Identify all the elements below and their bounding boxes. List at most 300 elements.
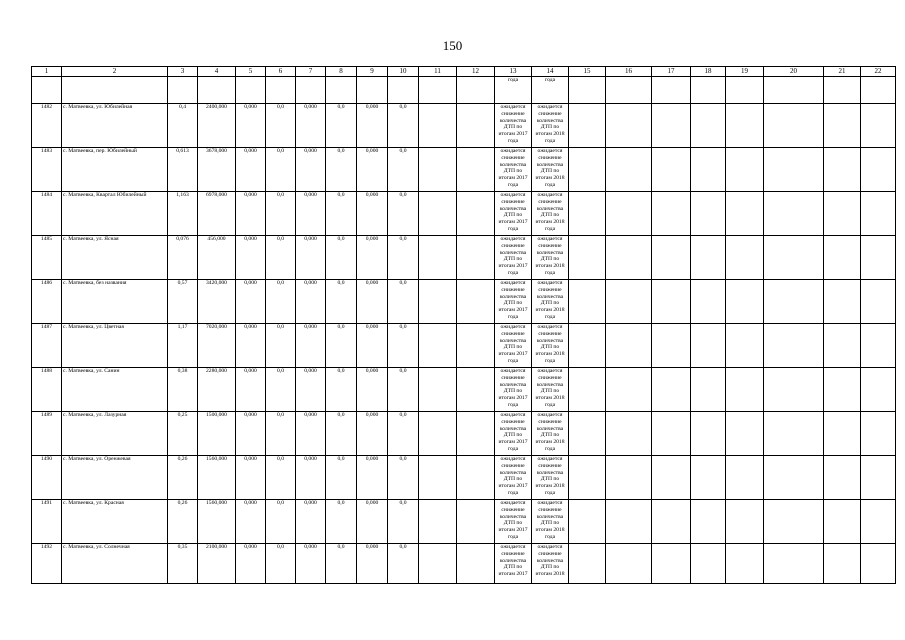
empty-cell	[652, 368, 691, 412]
value-cell: 0,0	[326, 544, 357, 584]
road-cost: 6978,000	[198, 192, 236, 236]
empty-cell	[569, 77, 606, 104]
empty-cell	[691, 456, 726, 500]
expected-result-2017: ожидается снижение количества ДТП по итогам 2017 года	[495, 456, 532, 500]
empty-cell	[726, 192, 764, 236]
value-cell: 0,0	[388, 236, 419, 280]
empty-cell	[824, 280, 861, 324]
expected-result-2018: ожидается снижение количества ДТП по итогам 2018 года	[532, 148, 569, 192]
road-address: с. Матвеевка, ул. Лазурная	[62, 412, 168, 456]
empty-cell	[457, 412, 495, 456]
value-cell: 0,0	[326, 104, 357, 148]
value-cell: 0,0	[266, 500, 296, 544]
column-number: 18	[691, 67, 726, 77]
table-row	[32, 412, 896, 456]
empty-cell	[419, 192, 457, 236]
empty-cell	[764, 368, 824, 412]
road-address: с. Матвеевка, ул. Санин	[62, 368, 168, 412]
empty-cell	[236, 77, 266, 104]
expected-result-2018: ожидается снижение количества ДТП по итогам 2018 года	[532, 280, 569, 324]
road-length: 0,076	[168, 236, 198, 280]
empty-cell	[652, 412, 691, 456]
road-length: 0,26	[168, 500, 198, 544]
empty-cell	[326, 77, 357, 104]
data-table	[31, 66, 896, 584]
expected-result-2018: ожидается снижение количества ДТП по итогам 2018 года	[532, 236, 569, 280]
value-cell: 0,0	[266, 412, 296, 456]
column-number: 2	[62, 67, 168, 77]
empty-cell	[861, 456, 896, 500]
expected-result-2017: ожидается снижение количества ДТП по итогам 2017 года	[495, 148, 532, 192]
empty-cell	[606, 412, 652, 456]
column-number: 3	[168, 67, 198, 77]
empty-cell	[861, 544, 896, 584]
empty-cell	[457, 104, 495, 148]
value-cell: 0,000	[236, 324, 266, 368]
value-cell: 0,000	[236, 192, 266, 236]
empty-cell	[824, 412, 861, 456]
empty-cell	[457, 456, 495, 500]
empty-cell	[726, 280, 764, 324]
road-length: 0,26	[168, 456, 198, 500]
column-number: 5	[236, 67, 266, 77]
value-cell: 0,000	[357, 412, 388, 456]
expected-result-2017: ожидается снижение количества ДТП по итогам 2017 года	[495, 500, 532, 544]
empty-cell	[824, 324, 861, 368]
empty-cell	[457, 280, 495, 324]
empty-cell	[569, 148, 606, 192]
column-number: 15	[569, 67, 606, 77]
value-cell: 0,000	[296, 544, 326, 584]
road-address: с. Матвеевка, ул. Солнечная	[62, 544, 168, 584]
empty-cell	[691, 104, 726, 148]
empty-cell	[824, 148, 861, 192]
value-cell: 0,000	[357, 192, 388, 236]
road-cost: 1500,000	[198, 412, 236, 456]
empty-cell	[198, 77, 236, 104]
empty-cell	[861, 148, 896, 192]
empty-cell	[861, 77, 896, 104]
continuation-note: года	[532, 77, 569, 104]
empty-cell	[457, 324, 495, 368]
empty-cell	[569, 368, 606, 412]
empty-cell	[726, 148, 764, 192]
expected-result-2017: ожидается снижение количества ДТП по итогам 2017 года	[495, 236, 532, 280]
empty-cell	[606, 236, 652, 280]
empty-cell	[606, 192, 652, 236]
value-cell: 0,000	[357, 500, 388, 544]
empty-cell	[457, 368, 495, 412]
row-id: 1490	[32, 456, 62, 500]
empty-cell	[861, 192, 896, 236]
empty-cell	[824, 236, 861, 280]
row-id: 1488	[32, 368, 62, 412]
value-cell: 0,0	[266, 236, 296, 280]
value-cell: 0,0	[266, 104, 296, 148]
value-cell: 0,000	[296, 368, 326, 412]
empty-cell	[606, 77, 652, 104]
empty-cell	[457, 148, 495, 192]
value-cell: 0,0	[266, 456, 296, 500]
road-length: 0,38	[168, 368, 198, 412]
road-length: 1,163	[168, 192, 198, 236]
empty-cell	[824, 77, 861, 104]
expected-result-2018: ожидается снижение количества ДТП по итогам 2018 года	[532, 192, 569, 236]
empty-cell	[691, 324, 726, 368]
empty-cell	[764, 544, 824, 584]
expected-result-2018: ожидается снижение количества ДТП по итогам 2018 года	[532, 324, 569, 368]
empty-cell	[419, 500, 457, 544]
column-number: 17	[652, 67, 691, 77]
value-cell: 0,000	[296, 104, 326, 148]
road-cost: 2400,000	[198, 104, 236, 148]
expected-result-2018: ожидается снижение количества ДТП по итогам 2018 года	[532, 368, 569, 412]
value-cell: 0,0	[266, 324, 296, 368]
empty-cell	[652, 236, 691, 280]
value-cell: 0,000	[236, 104, 266, 148]
column-number: 13	[495, 67, 532, 77]
road-address: с. Матвеевка, ул. Юбилейная	[62, 104, 168, 148]
column-number: 10	[388, 67, 419, 77]
row-id: 1491	[32, 500, 62, 544]
empty-cell	[606, 544, 652, 584]
empty-cell	[764, 412, 824, 456]
row-id: 1483	[32, 148, 62, 192]
empty-cell	[457, 192, 495, 236]
table-row	[32, 324, 896, 368]
empty-cell	[652, 104, 691, 148]
expected-result-2018: ожидается снижение количества ДТП по итогам 2018 года	[532, 456, 569, 500]
row-id: 1485	[32, 236, 62, 280]
empty-cell	[691, 368, 726, 412]
value-cell: 0,000	[296, 192, 326, 236]
value-cell: 0,0	[326, 500, 357, 544]
road-cost: 1560,000	[198, 500, 236, 544]
road-cost: 3420,000	[198, 280, 236, 324]
road-length: 0,613	[168, 148, 198, 192]
empty-cell	[652, 324, 691, 368]
empty-cell	[569, 456, 606, 500]
empty-cell	[764, 324, 824, 368]
empty-cell	[691, 192, 726, 236]
empty-cell	[764, 77, 824, 104]
empty-cell	[764, 500, 824, 544]
road-length: 0,25	[168, 412, 198, 456]
column-number: 14	[532, 67, 569, 77]
column-number: 9	[357, 67, 388, 77]
empty-cell	[296, 77, 326, 104]
road-length: 0,57	[168, 280, 198, 324]
empty-cell	[606, 368, 652, 412]
empty-cell	[691, 77, 726, 104]
column-number: 11	[419, 67, 457, 77]
empty-cell	[861, 500, 896, 544]
column-number: 12	[457, 67, 495, 77]
empty-cell	[824, 456, 861, 500]
empty-cell	[824, 192, 861, 236]
road-address: с. Матвеевка, пер. Юбилейный	[62, 148, 168, 192]
row-id: 1489	[32, 412, 62, 456]
empty-cell	[419, 368, 457, 412]
page-number: 150	[442, 38, 463, 53]
value-cell: 0,0	[326, 192, 357, 236]
value-cell: 0,000	[296, 456, 326, 500]
row-id: 1482	[32, 104, 62, 148]
empty-cell	[764, 236, 824, 280]
value-cell: 0,000	[236, 456, 266, 500]
empty-cell	[569, 412, 606, 456]
expected-result-2018: ожидается снижение количества ДТП по итогам 2018 года	[532, 104, 569, 148]
value-cell: 0,0	[266, 280, 296, 324]
value-cell: 0,000	[296, 500, 326, 544]
road-cost: 3678,000	[198, 148, 236, 192]
empty-cell	[764, 104, 824, 148]
empty-cell	[457, 544, 495, 584]
empty-cell	[824, 104, 861, 148]
table-row	[32, 192, 896, 236]
empty-cell	[652, 500, 691, 544]
table-row	[32, 500, 896, 544]
value-cell: 0,000	[357, 280, 388, 324]
table-row	[32, 104, 896, 148]
road-cost: 456,000	[198, 236, 236, 280]
empty-cell	[569, 544, 606, 584]
empty-cell	[419, 544, 457, 584]
empty-cell	[569, 500, 606, 544]
value-cell: 0,0	[326, 368, 357, 412]
column-number: 16	[606, 67, 652, 77]
empty-cell	[824, 544, 861, 584]
empty-cell	[824, 368, 861, 412]
empty-cell	[168, 77, 198, 104]
column-number: 4	[198, 67, 236, 77]
empty-cell	[726, 412, 764, 456]
road-length: 0,35	[168, 544, 198, 584]
road-length: 0,4	[168, 104, 198, 148]
column-number: 20	[764, 67, 824, 77]
value-cell: 0,0	[388, 456, 419, 500]
expected-result-2017: ожидается снижение количества ДТП по итогам 2017 года	[495, 192, 532, 236]
empty-cell	[652, 456, 691, 500]
empty-cell	[419, 456, 457, 500]
value-cell: 0,000	[357, 368, 388, 412]
expected-result-2017: ожидается снижение количества ДТП по итогам 2017 года	[495, 368, 532, 412]
empty-cell	[652, 77, 691, 104]
expected-result-2017: ожидается снижение количества ДТП по итогам 2017 года	[495, 280, 532, 324]
value-cell: 0,000	[357, 456, 388, 500]
value-cell: 0,000	[357, 148, 388, 192]
value-cell: 0,000	[357, 324, 388, 368]
empty-cell	[652, 148, 691, 192]
empty-cell	[569, 104, 606, 148]
empty-cell	[726, 368, 764, 412]
road-address: с. Матвеевка, ул. Оренжевая	[62, 456, 168, 500]
empty-cell	[861, 412, 896, 456]
value-cell: 0,0	[388, 500, 419, 544]
empty-cell	[691, 500, 726, 544]
value-cell: 0,0	[388, 544, 419, 584]
empty-cell	[726, 324, 764, 368]
value-cell: 0,000	[357, 104, 388, 148]
empty-cell	[62, 77, 168, 104]
empty-cell	[606, 456, 652, 500]
value-cell: 0,0	[326, 456, 357, 500]
value-cell: 0,0	[326, 148, 357, 192]
empty-cell	[388, 77, 419, 104]
empty-cell	[606, 280, 652, 324]
empty-cell	[652, 544, 691, 584]
value-cell: 0,0	[326, 324, 357, 368]
empty-cell	[824, 500, 861, 544]
empty-cell	[726, 104, 764, 148]
empty-cell	[861, 324, 896, 368]
road-cost: 1560,000	[198, 456, 236, 500]
empty-cell	[861, 236, 896, 280]
empty-cell	[606, 324, 652, 368]
empty-cell	[419, 236, 457, 280]
empty-cell	[606, 500, 652, 544]
empty-cell	[419, 280, 457, 324]
table-row	[32, 148, 896, 192]
empty-cell	[419, 77, 457, 104]
row-id: 1492	[32, 544, 62, 584]
empty-cell	[569, 236, 606, 280]
column-number: 7	[296, 67, 326, 77]
value-cell: 0,000	[296, 412, 326, 456]
road-address: с. Матвеевка, ул. Ясная	[62, 236, 168, 280]
value-cell: 0,000	[236, 280, 266, 324]
expected-result-2017: ожидается снижение количества ДТП по итогам 2017 года	[495, 324, 532, 368]
value-cell: 0,000	[236, 236, 266, 280]
expected-result-2018: ожидается снижение количества ДТП по итогам 2018	[532, 544, 569, 584]
empty-cell	[691, 412, 726, 456]
expected-result-2017: ожидается снижение количества ДТП по итогам 2017 года	[495, 104, 532, 148]
continuation-row	[32, 77, 896, 104]
value-cell: 0,0	[266, 544, 296, 584]
empty-cell	[569, 324, 606, 368]
empty-cell	[691, 280, 726, 324]
column-number: 6	[266, 67, 296, 77]
empty-cell	[606, 148, 652, 192]
road-cost: 2280,000	[198, 368, 236, 412]
empty-cell	[606, 104, 652, 148]
empty-cell	[861, 104, 896, 148]
empty-cell	[357, 77, 388, 104]
value-cell: 0,0	[326, 412, 357, 456]
empty-cell	[691, 544, 726, 584]
value-cell: 0,000	[236, 412, 266, 456]
empty-cell	[726, 500, 764, 544]
value-cell: 0,0	[388, 148, 419, 192]
empty-cell	[691, 148, 726, 192]
value-cell: 0,0	[326, 280, 357, 324]
empty-cell	[726, 77, 764, 104]
empty-cell	[764, 192, 824, 236]
empty-cell	[419, 412, 457, 456]
empty-cell	[569, 192, 606, 236]
row-id: 1487	[32, 324, 62, 368]
value-cell: 0,000	[296, 148, 326, 192]
column-number: 22	[861, 67, 896, 77]
road-cost: 7020,000	[198, 324, 236, 368]
empty-cell	[457, 77, 495, 104]
row-id: 1486	[32, 280, 62, 324]
empty-cell	[32, 77, 62, 104]
empty-cell	[726, 456, 764, 500]
empty-cell	[266, 77, 296, 104]
column-number: 8	[326, 67, 357, 77]
empty-cell	[457, 236, 495, 280]
value-cell: 0,0	[388, 324, 419, 368]
table-row	[32, 368, 896, 412]
empty-cell	[764, 456, 824, 500]
value-cell: 0,000	[236, 148, 266, 192]
empty-cell	[652, 280, 691, 324]
expected-result-2017: ожидается снижение количества ДТП по итогам 2017 года	[495, 412, 532, 456]
empty-cell	[764, 280, 824, 324]
road-address: с. Матвеевка, Квартал Юбилейный	[62, 192, 168, 236]
table-row	[32, 236, 896, 280]
road-address: с. Матвеевка, без названия	[62, 280, 168, 324]
empty-cell	[457, 500, 495, 544]
empty-cell	[764, 148, 824, 192]
empty-cell	[861, 280, 896, 324]
continuation-note: года	[495, 77, 532, 104]
value-cell: 0,0	[266, 192, 296, 236]
empty-cell	[726, 236, 764, 280]
table-row	[32, 280, 896, 324]
road-address: с. Матвеевка, ул. Красная	[62, 500, 168, 544]
empty-cell	[691, 236, 726, 280]
expected-result-2018: ожидается снижение количества ДТП по итогам 2018 года	[532, 412, 569, 456]
empty-cell	[419, 104, 457, 148]
value-cell: 0,0	[388, 104, 419, 148]
column-number: 19	[726, 67, 764, 77]
value-cell: 0,000	[296, 324, 326, 368]
value-cell: 0,000	[357, 236, 388, 280]
value-cell: 0,0	[388, 412, 419, 456]
road-length: 1,17	[168, 324, 198, 368]
value-cell: 0,000	[357, 544, 388, 584]
expected-result-2018: ожидается снижение количества ДТП по итогам 2018 года	[532, 500, 569, 544]
empty-cell	[419, 324, 457, 368]
table-row	[32, 544, 896, 584]
value-cell: 0,000	[296, 236, 326, 280]
column-number-row	[32, 67, 896, 77]
empty-cell	[861, 368, 896, 412]
value-cell: 0,000	[236, 544, 266, 584]
row-id: 1484	[32, 192, 62, 236]
table-row	[32, 456, 896, 500]
empty-cell	[652, 192, 691, 236]
value-cell: 0,0	[266, 148, 296, 192]
road-cost: 2100,000	[198, 544, 236, 584]
value-cell: 0,000	[236, 368, 266, 412]
value-cell: 0,0	[388, 368, 419, 412]
value-cell: 0,000	[296, 280, 326, 324]
value-cell: 0,000	[236, 500, 266, 544]
value-cell: 0,0	[266, 368, 296, 412]
column-number: 1	[32, 67, 62, 77]
value-cell: 0,0	[326, 236, 357, 280]
expected-result-2017: ожидается снижение количества ДТП по итогам 2017	[495, 544, 532, 584]
value-cell: 0,0	[388, 280, 419, 324]
value-cell: 0,0	[388, 192, 419, 236]
empty-cell	[726, 544, 764, 584]
empty-cell	[569, 280, 606, 324]
road-address: с. Матвеевка, ул. Цветная	[62, 324, 168, 368]
empty-cell	[419, 148, 457, 192]
